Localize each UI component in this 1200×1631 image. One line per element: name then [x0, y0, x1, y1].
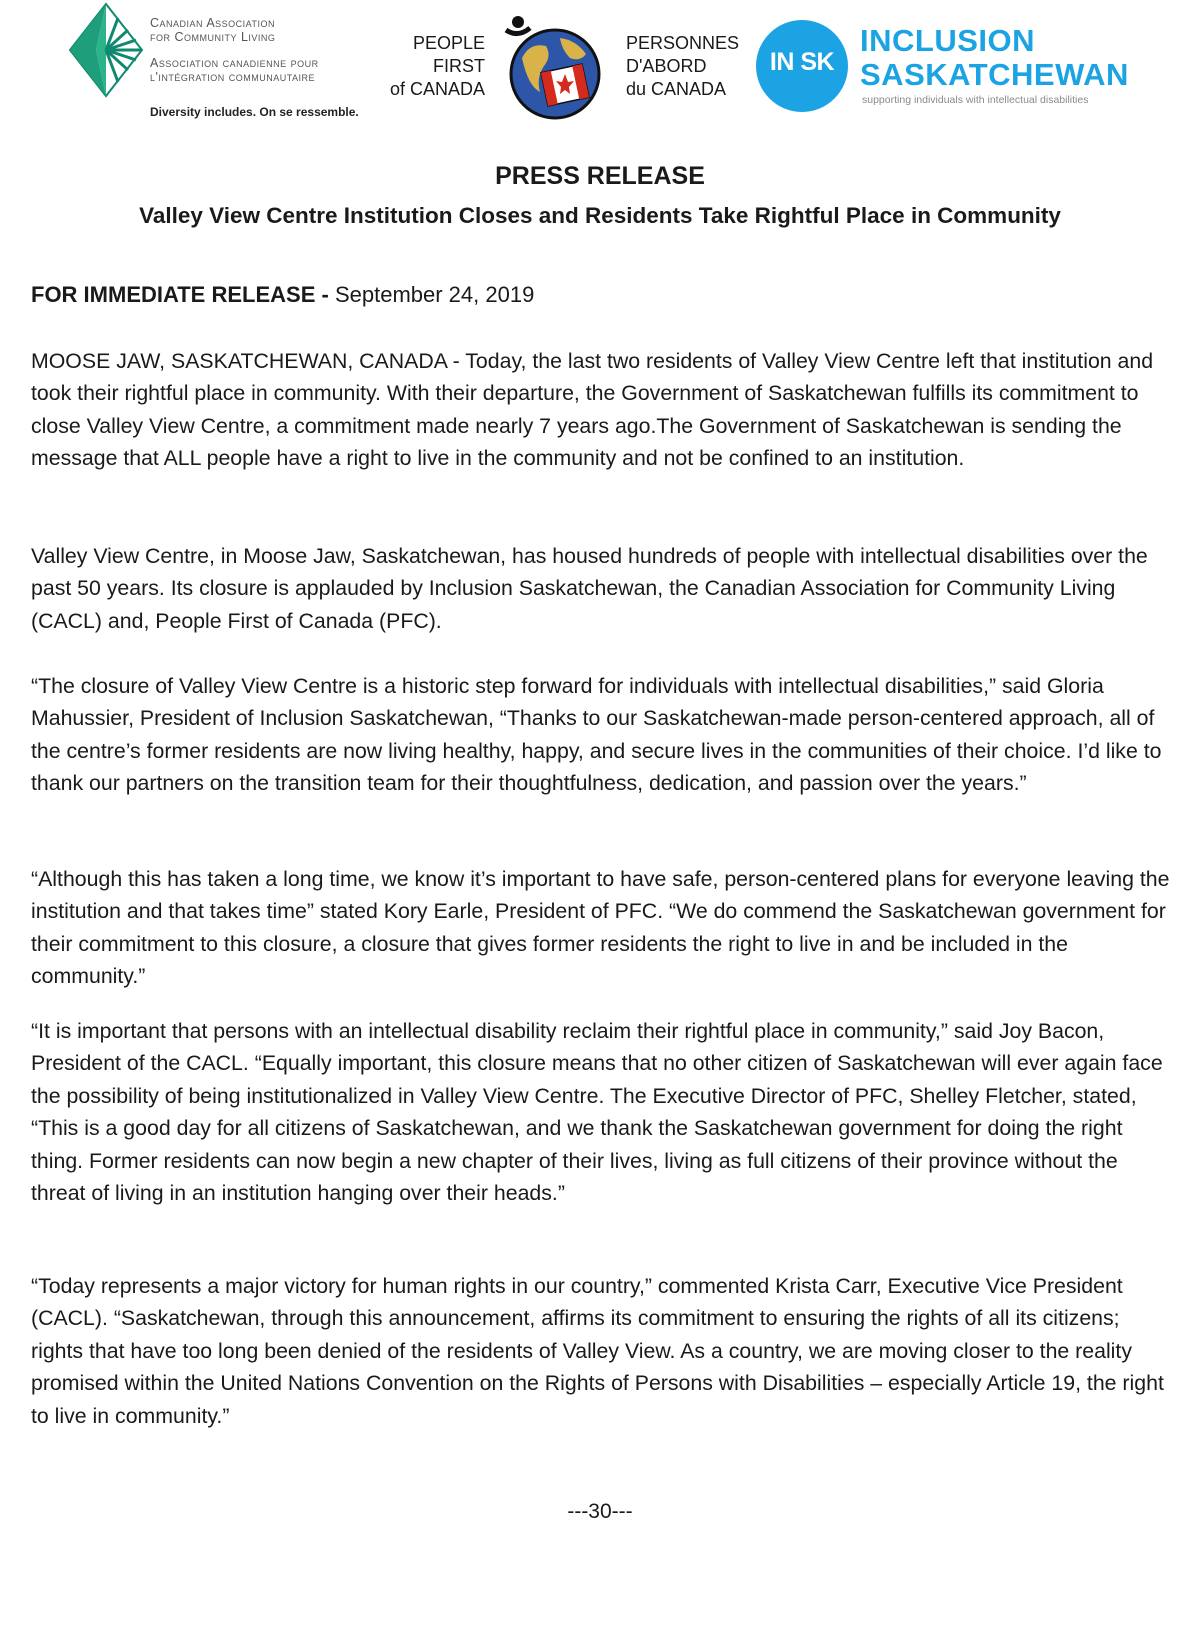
inclusion-sk-abbr: IN SK — [769, 48, 835, 76]
people-first-name-en: PEOPLE FIRST of CANADA — [389, 33, 485, 99]
cacl-name-en: Canadian Association for Community Living — [150, 16, 276, 44]
paragraph-intro: MOOSE JAW, SASKATCHEWAN, CANADA - Today, the last two residents of Valley View Centre left that institution and took their rightful place in community. With their departure, the Government of Saskatchewan fulfills its commitment to close Valley View Centre, a commitment made nearly 7 years ago.The Government of Saskatchewan is sending the message that ALL people have a right to live in the community and not be confined to an institution. — [31, 349, 1154, 471]
cacl-name-fr: Association canadienne pour l'intégration communautaire — [150, 56, 319, 84]
paragraph-quote-mahussier: “The closure of Valley View Centre is a historic step forward for individuals with intellectual disabilities,” said Gloria Mahussier, President of Inclusion Saskatchewan, “Thanks to our Saskatchewan-made person-centered approach, all of the centre’s former residents are now living healthy, happy, and secure lives in the communities of their choice. I’d like to thank our partners on the transition team for their thoughtfulness, dedication, and passion over the years.” — [31, 674, 1162, 796]
cacl-diamond-icon — [66, 0, 146, 100]
cacl-tagline: Diversity includes. On se ressemble. — [150, 105, 359, 119]
cacl-logo — [66, 0, 366, 125]
inclusion-sk-tagline: supporting individuals with intellectual disabilities — [862, 94, 1089, 106]
paragraph-background: Valley View Centre, in Moose Jaw, Saskatchewan, has housed hundreds of people with intellectual disabilities over the past 50 years. Its closure is applauded by Inclusion Saskatchewan, the Canadian Association for Community Living (CACL) and, People First of Canada (PFC). — [31, 544, 1148, 633]
paragraph-quote-carr: “Today represents a major victory for human rights in our country,” commented Krista Carr, Executive Vice President (CACL). “Saskatchewan, through this announcement, affirms its commitment to ensuring the rights of all its citizens; rights that have too long been denied of the residents of Valley View. As a country, we are moving closer to the reality promised within the United Nations Convention on the Rights of Persons with Disabilities – especially Article 19, the right to live in community.” — [31, 1274, 1164, 1428]
paragraph-quote-earle: “Although this has taken a long time, we know it’s important to have safe, person-centered plans for everyone leaving the institution and that takes time” stated Kory Earle, President of PFC. “We do commend the Saskatchewan government for their commitment to this closure, a closure that gives former residents the right to live in and be included in the community.” — [31, 867, 1170, 989]
end-mark: ---30--- — [567, 1500, 633, 1523]
release-header — [0, 160, 1200, 232]
people-first-name-fr: PERSONNES D'ABORD du CANADA — [626, 33, 740, 99]
dateline-label: FOR IMMEDIATE RELEASE - — [31, 282, 329, 307]
people-first-globe-icon — [500, 8, 610, 120]
release-headline: Valley View Centre Institution Closes and Residents Take Rightful Place in Community — [139, 203, 1061, 228]
release-date: September 24, 2019 — [334, 282, 535, 307]
logo-banner — [0, 0, 1200, 130]
page-title: PRESS RELEASE — [495, 162, 705, 190]
paragraph-quote-bacon: “It is important that persons with an intellectual disability reclaim their rightful place in community,” said Joy Bacon, President of the CACL. “Equally important, this closure means that no other citizen of Saskatchewan will ever again face the possibility of being institutionalized in Valley View Centre. The Executive Director of PFC, Shelley Fletcher, stated, “This is a good day for all citizens of Saskatchewan, and we thank the Saskatchewan government for doing the right thing. Former residents can now begin a new chapter of their lives, living as full citizens of their province without the threat of living in an institution hanging over their heads.” — [31, 1019, 1163, 1206]
inclusion-sk-name: INCLUSION SASKATCHEWAN — [860, 23, 1129, 92]
release-dateline — [31, 279, 534, 311]
